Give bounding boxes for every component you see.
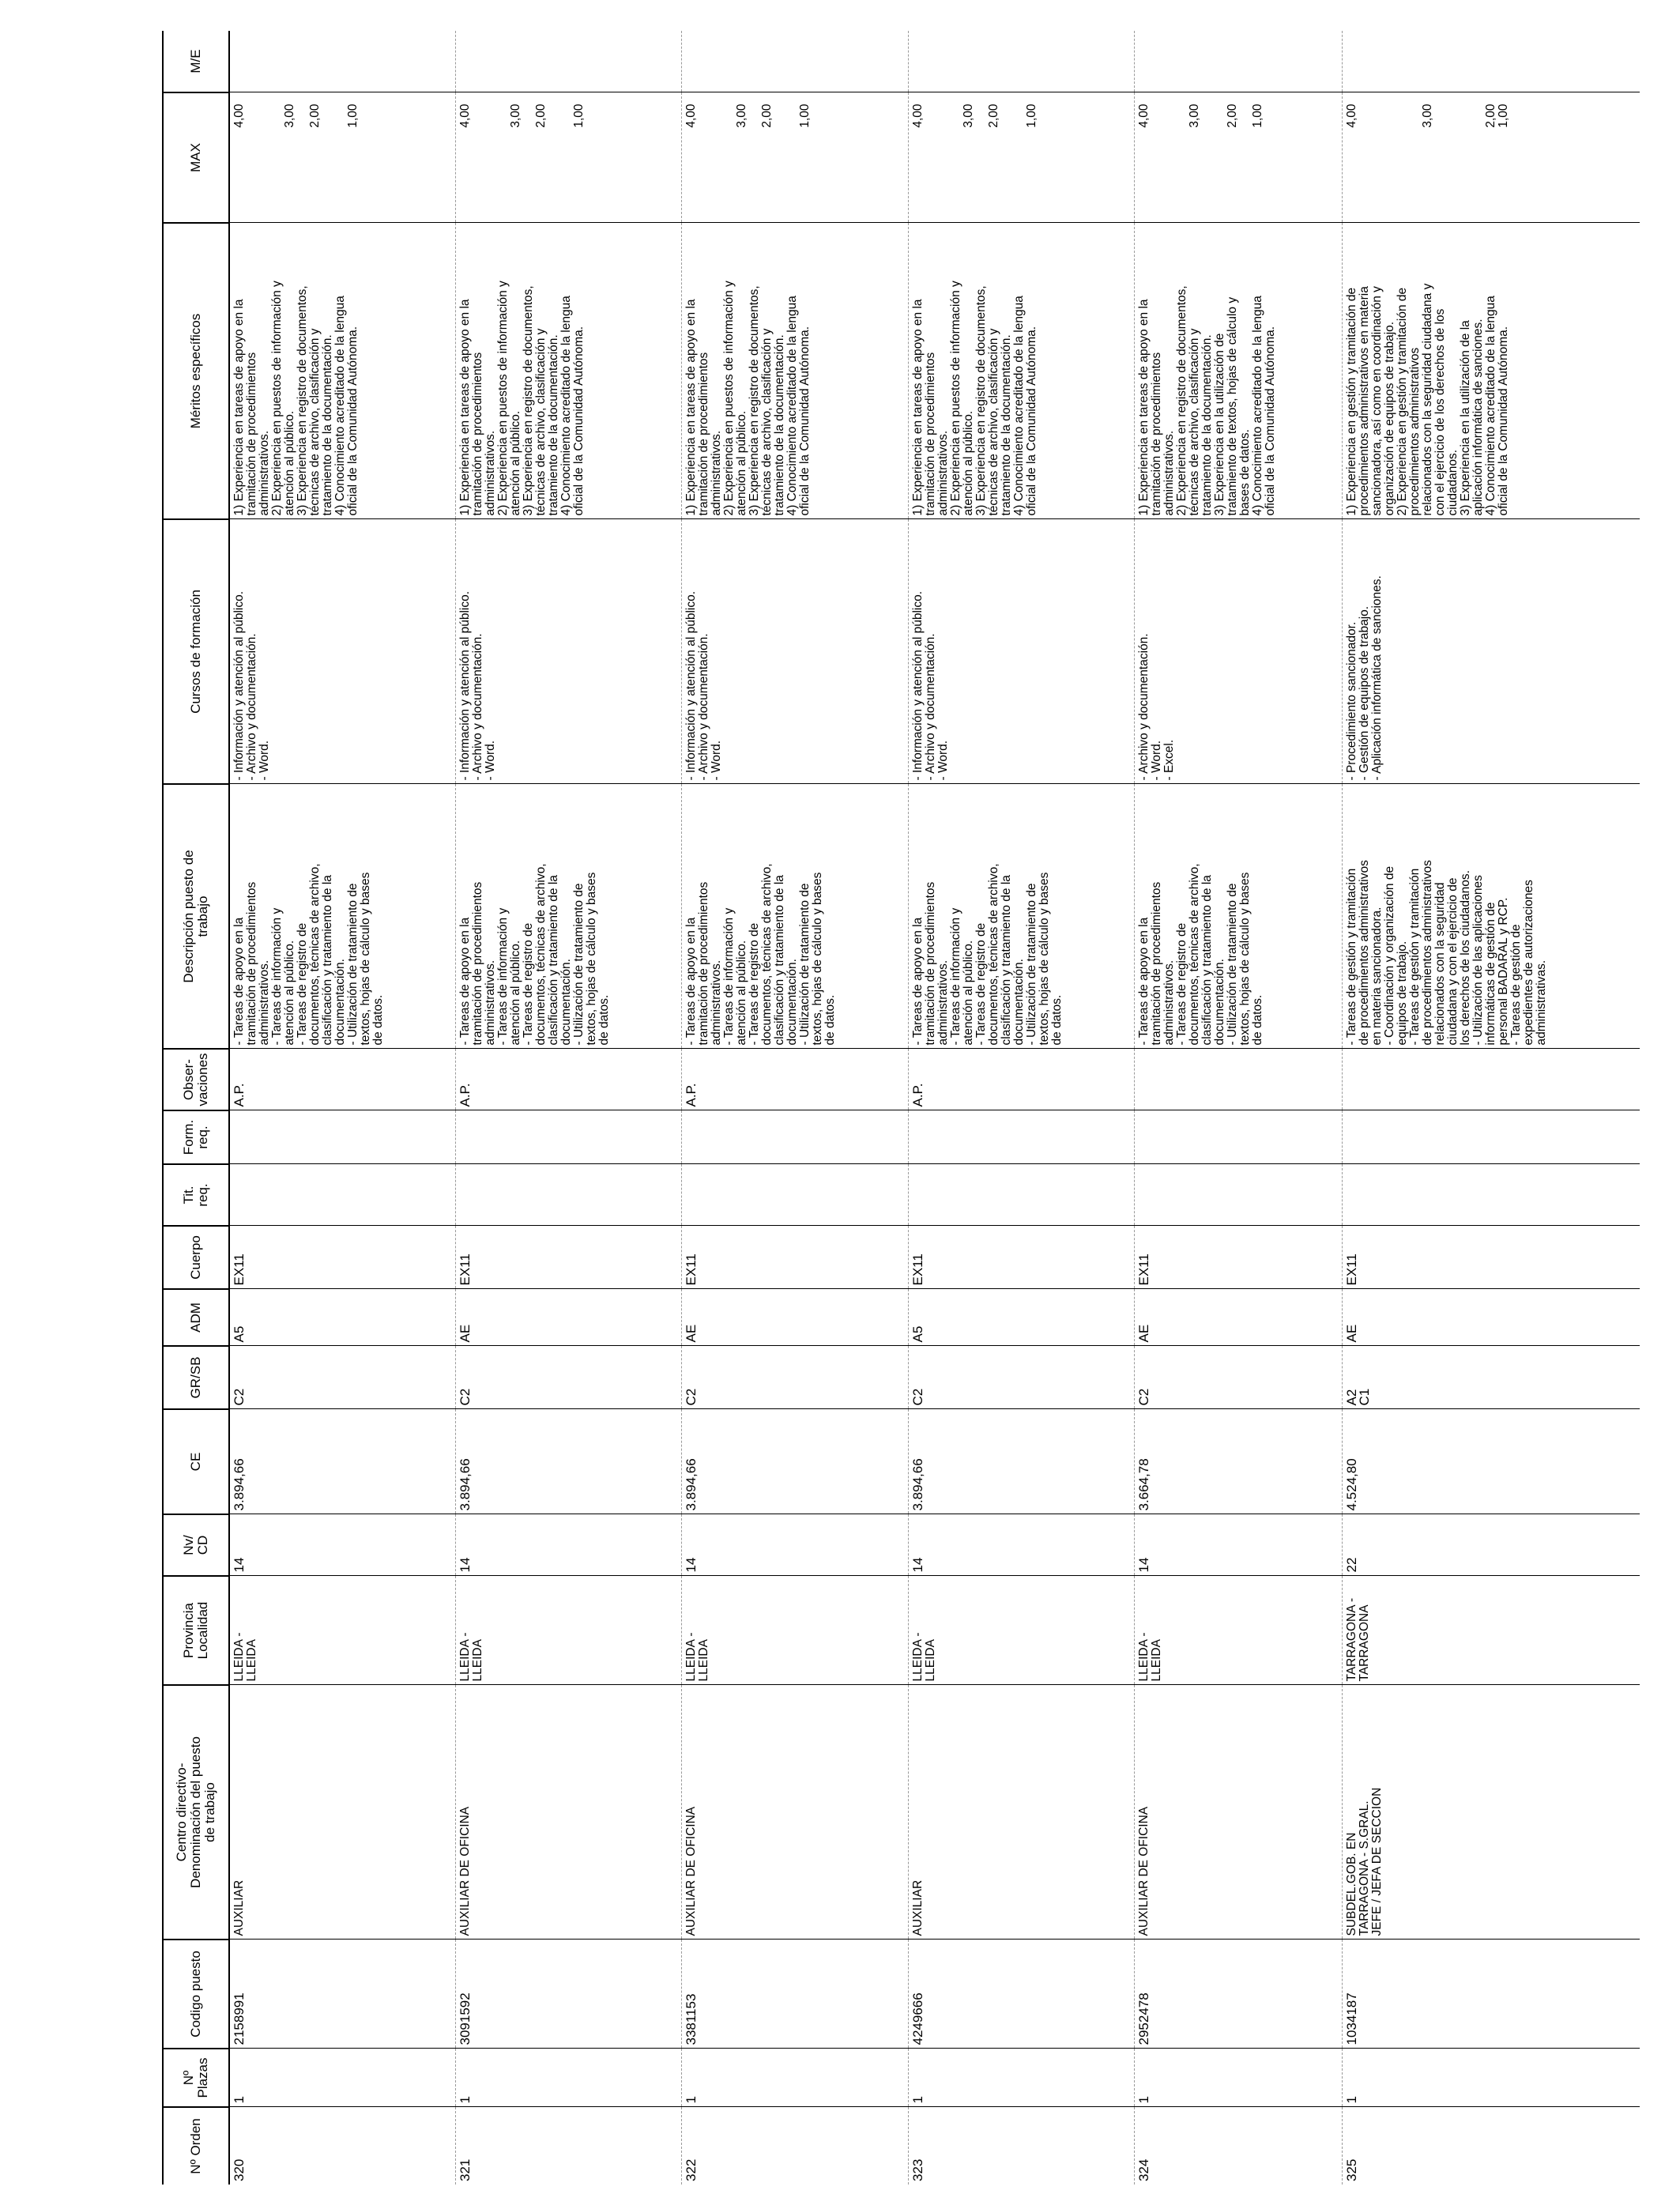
- cursos-cell: - Información y atención al público. - Archivo y documentación. - Word.: [682, 519, 908, 784]
- header-codigo: Codigo puesto: [163, 1940, 229, 2049]
- me-cell: [1342, 31, 1640, 92]
- tit-cell: [1134, 1164, 1342, 1226]
- table-row: [1342, 31, 1640, 2185]
- centro-cell: AUXILIAR: [908, 1685, 1134, 1940]
- nivel-cell: 14: [1134, 1514, 1342, 1576]
- tit-cell: [682, 1164, 908, 1226]
- table-row: [229, 31, 456, 2185]
- plazas-cell: 1: [456, 2049, 682, 2107]
- header-max: MAX: [163, 92, 229, 223]
- header-ce: CE: [163, 1409, 229, 1514]
- adm-cell: AE: [1134, 1289, 1342, 1346]
- nivel-cell: 14: [682, 1514, 908, 1576]
- header-grsb: GR/SB: [163, 1346, 229, 1409]
- nivel-cell: 14: [229, 1514, 456, 1576]
- adm-cell: AE: [456, 1289, 682, 1346]
- header-orden: Nº Orden: [163, 2107, 229, 2185]
- meritos-cell: 1) Experiencia en tareas de apoyo en la tramitación de procedimientos administrativos. 2) Experiencia en registro de documentos, técnicas de archivo, clasificación y tratamiento de la documentación. 3) Experiencia en la utilización de tratamiento de textos, hojas de cálculo y bases de datos. 4) Conocimiento acreditado de la lengua oficial de la Comunidad Autónoma.: [1134, 223, 1342, 519]
- obs-cell: A.P.: [456, 1049, 682, 1110]
- max-cell: 4,00 3,00 2,00 1,00: [682, 92, 908, 223]
- tit-cell: [229, 1164, 456, 1226]
- descripcion-cell: - Tareas de apoyo en la tramitación de procedimientos administrativos. - Tareas de información y atención al público. - Tareas de registro de documentos, técnicas de archivo, clasificación y tratamiento de la documentación. - Utilización de tratamiento de textos, hojas de cálculo y bases de datos.: [229, 784, 456, 1049]
- cuerpo-cell: EX11: [456, 1226, 682, 1289]
- plazas-cell: 1: [908, 2049, 1134, 2107]
- max-cell: 4,00 3,00 2,00 1,00: [456, 92, 682, 223]
- orden-cell: 320: [229, 2107, 456, 2185]
- job-positions-table: [162, 31, 1640, 2185]
- meritos-cell: 1) Experiencia en gestión y tramitación de procedimientos administrativos en materia sancionadora, así como en coordinación y organización de equipos de trabajo. 2) Experiencia en gestión y tramitación de procedimientos administrativos relacionados con la seguridad ciudadana y con el ejercicio de los derechos de los ciudadanos. 3) Experiencia en la utilización de la aplicación informática de sanciones. 4) Conocimiento acreditado de la lengua oficial de la Comunidad Autónoma.: [1342, 223, 1640, 519]
- table-body: [229, 31, 1640, 2185]
- ce-cell: 4.524,80: [1342, 1409, 1640, 1514]
- orden-cell: 323: [908, 2107, 1134, 2185]
- tit-cell: [908, 1164, 1134, 1226]
- nivel-cell: 22: [1342, 1514, 1640, 1576]
- orden-cell: 325: [1342, 2107, 1640, 2185]
- codigo-cell: 3091592: [456, 1940, 682, 2049]
- grsb-cell: C2: [456, 1346, 682, 1409]
- me-cell: [229, 31, 456, 92]
- tit-cell: [456, 1164, 682, 1226]
- adm-cell: A5: [908, 1289, 1134, 1346]
- cursos-cell: - Información y atención al público. - Archivo y documentación. - Word.: [908, 519, 1134, 784]
- nivel-cell: 14: [456, 1514, 682, 1576]
- descripcion-cell: - Tareas de gestión y tramitación de procedimientos administrativos en materia sancionadora. - Coordinación y organización de equipos de trabajo. - Tareas de gestión y tramitación de procedimientos administrativos relacionados con la seguridad ciudadana y con el ejercicio de los derechos de los ciudadanos. - Utilización de las aplicaciones informáticas de gestión de personal BADARAL y RCP. - Tareas de gestión de expedientes de autorizaciones administrativas.: [1342, 784, 1640, 1049]
- cursos-cell: - Información y atención al público. - Archivo y documentación. - Word.: [229, 519, 456, 784]
- codigo-cell: 2952478: [1134, 1940, 1342, 2049]
- provincia-cell: TARRAGONA - TARRAGONA: [1342, 1576, 1640, 1685]
- header-plazas: Nº Plazas: [163, 2049, 229, 2107]
- ce-cell: 3.894,66: [456, 1409, 682, 1514]
- orden-cell: 321: [456, 2107, 682, 2185]
- cuerpo-cell: EX11: [1134, 1226, 1342, 1289]
- header-me: M/E: [163, 31, 229, 92]
- nivel-cell: 14: [908, 1514, 1134, 1576]
- cursos-cell: - Procedimiento sancionador. - Gestión de equipos de trabajo. - Aplicación informática de sanciones.: [1342, 519, 1640, 784]
- ce-cell: 3.894,66: [682, 1409, 908, 1514]
- centro-cell: AUXILIAR DE OFICINA: [1134, 1685, 1342, 1940]
- centro-cell: AUXILIAR DE OFICINA: [682, 1685, 908, 1940]
- meritos-cell: 1) Experiencia en tareas de apoyo en la tramitación de procedimientos administrativos. 2) Experiencia en puestos de información y atención al público. 3) Experiencia en registro de documentos, técnicas de archivo, clasificación y tratamiento de la documentación. 4) Conocimiento acreditado de la lengua oficial de la Comunidad Autónoma.: [229, 223, 456, 519]
- max-cell: 4,00 3,00 2,00 1,00: [229, 92, 456, 223]
- me-cell: [456, 31, 682, 92]
- header-meritos: Méritos específicos: [163, 223, 229, 519]
- grsb-cell: C2: [1134, 1346, 1342, 1409]
- codigo-cell: 3381153: [682, 1940, 908, 2049]
- table-row: [456, 31, 682, 2185]
- max-cell: 4,00 3,00 2,00 1,00: [1342, 92, 1640, 223]
- codigo-cell: 2158991: [229, 1940, 456, 2049]
- centro-cell: AUXILIAR DE OFICINA: [456, 1685, 682, 1940]
- descripcion-cell: - Tareas de apoyo en la tramitación de procedimientos administrativos. - Tareas de información y atención al público. - Tareas de registro de documentos, técnicas de archivo, clasificación y tratamiento de la documentación. - Utilización de tratamiento de textos, hojas de cálculo y bases de datos.: [456, 784, 682, 1049]
- cuerpo-cell: EX11: [908, 1226, 1134, 1289]
- form-cell: [456, 1110, 682, 1164]
- codigo-cell: 4249666: [908, 1940, 1134, 2049]
- adm-cell: A5: [229, 1289, 456, 1346]
- grsb-cell: C2: [682, 1346, 908, 1409]
- descripcion-cell: - Tareas de apoyo en la tramitación de procedimientos administrativos. - Tareas de información y atención al público. - Tareas de registro de documentos, técnicas de archivo, clasificación y tratamiento de la documentación. - Utilización de tratamiento de textos, hojas de cálculo y bases de datos.: [682, 784, 908, 1049]
- header-descripcion: Descripción puesto de trabajo: [163, 784, 229, 1049]
- adm-cell: AE: [682, 1289, 908, 1346]
- header-obs: Obser- vaciones: [163, 1049, 229, 1110]
- header-cuerpo: Cuerpo: [163, 1226, 229, 1289]
- adm-cell: AE: [1342, 1289, 1640, 1346]
- plazas-cell: 1: [1342, 2049, 1640, 2107]
- cursos-cell: - Archivo y documentación. - Word. - Excel.: [1134, 519, 1342, 784]
- header-nivel: Nv/ CD: [163, 1514, 229, 1576]
- header-cursos: Cursos de formación: [163, 519, 229, 784]
- grsb-cell: C2: [229, 1346, 456, 1409]
- cursos-cell: - Información y atención al público. - Archivo y documentación. - Word.: [456, 519, 682, 784]
- max-cell: 4,00 3,00 2,00 1,00: [1134, 92, 1342, 223]
- ce-cell: 3.894,66: [229, 1409, 456, 1514]
- table-header: [163, 31, 229, 2185]
- descripcion-cell: - Tareas de apoyo en la tramitación de procedimientos administrativos. - Tareas de registro de documentos, técnicas de archivo, clasificación y tratamiento de la documentación. - Utilización de tratamiento de textos, hojas de cálculo y bases de datos.: [1134, 784, 1342, 1049]
- header-form: Form. req.: [163, 1110, 229, 1164]
- descripcion-cell: - Tareas de apoyo en la tramitación de procedimientos administrativos. - Tareas de información y atención al público. - Tareas de registro de documentos, técnicas de archivo, clasificación y tratamiento de la documentación. - Utilización de tratamiento de textos, hojas de cálculo y bases de datos.: [908, 784, 1134, 1049]
- table-row: [682, 31, 908, 2185]
- ce-cell: 3.894,66: [908, 1409, 1134, 1514]
- grsb-cell: C2: [908, 1346, 1134, 1409]
- provincia-cell: LLEIDA - LLEIDA: [1134, 1576, 1342, 1685]
- me-cell: [1134, 31, 1342, 92]
- meritos-cell: 1) Experiencia en tareas de apoyo en la tramitación de procedimientos administrativos. 2) Experiencia en puestos de información y atención al público. 3) Experiencia en registro de documentos, técnicas de archivo, clasificación y tratamiento de la documentación. 4) Conocimiento acreditado de la lengua oficial de la Comunidad Autónoma.: [908, 223, 1134, 519]
- orden-cell: 322: [682, 2107, 908, 2185]
- header-provincia: Provincia Localidad: [163, 1576, 229, 1685]
- plazas-cell: 1: [1134, 2049, 1342, 2107]
- provincia-cell: LLEIDA - LLEIDA: [229, 1576, 456, 1685]
- plazas-cell: 1: [682, 2049, 908, 2107]
- me-cell: [908, 31, 1134, 92]
- obs-cell: [1134, 1049, 1342, 1110]
- provincia-cell: LLEIDA - LLEIDA: [682, 1576, 908, 1685]
- codigo-cell: 1034187: [1342, 1940, 1640, 2049]
- max-cell: 4,00 3,00 2,00 1,00: [908, 92, 1134, 223]
- me-cell: [682, 31, 908, 92]
- meritos-cell: 1) Experiencia en tareas de apoyo en la tramitación de procedimientos administrativos. 2) Experiencia en puestos de información y atención al público. 3) Experiencia en registro de documentos, técnicas de archivo, clasificación y tratamiento de la documentación. 4) Conocimiento acreditado de la lengua oficial de la Comunidad Autónoma.: [456, 223, 682, 519]
- plazas-cell: 1: [229, 2049, 456, 2107]
- cuerpo-cell: EX11: [229, 1226, 456, 1289]
- provincia-cell: LLEIDA - LLEIDA: [908, 1576, 1134, 1685]
- cuerpo-cell: EX11: [682, 1226, 908, 1289]
- cuerpo-cell: EX11: [1342, 1226, 1640, 1289]
- obs-cell: A.P.: [682, 1049, 908, 1110]
- table-row: [1134, 31, 1342, 2185]
- ce-cell: 3.664,78: [1134, 1409, 1342, 1514]
- centro-cell: AUXILIAR: [229, 1685, 456, 1940]
- obs-cell: A.P.: [229, 1049, 456, 1110]
- provincia-cell: LLEIDA - LLEIDA: [456, 1576, 682, 1685]
- obs-cell: [1342, 1049, 1640, 1110]
- table-row: [908, 31, 1134, 2185]
- form-cell: [682, 1110, 908, 1164]
- header-adm: ADM: [163, 1289, 229, 1346]
- orden-cell: 324: [1134, 2107, 1342, 2185]
- form-cell: [1342, 1110, 1640, 1164]
- form-cell: [229, 1110, 456, 1164]
- header-centro: Centro directivo- Denominación del puesto de trabajo: [163, 1685, 229, 1940]
- tit-cell: [1342, 1164, 1640, 1226]
- grsb-cell: A2 C1: [1342, 1346, 1640, 1409]
- obs-cell: A.P.: [908, 1049, 1134, 1110]
- centro-cell: SUBDEL.GOB. EN TARRAGONA - S.GRAL. JEFE / JEFA DE SECCION: [1342, 1685, 1640, 1940]
- meritos-cell: 1) Experiencia en tareas de apoyo en la tramitación de procedimientos administrativos. 2) Experiencia en puestos de información y atención al público. 3) Experiencia en registro de documentos, técnicas de archivo, clasificación y tratamiento de la documentación. 4) Conocimiento acreditado de la lengua oficial de la Comunidad Autónoma.: [682, 223, 908, 519]
- form-cell: [908, 1110, 1134, 1164]
- form-cell: [1134, 1110, 1342, 1164]
- header-tit: Tit. req.: [163, 1164, 229, 1226]
